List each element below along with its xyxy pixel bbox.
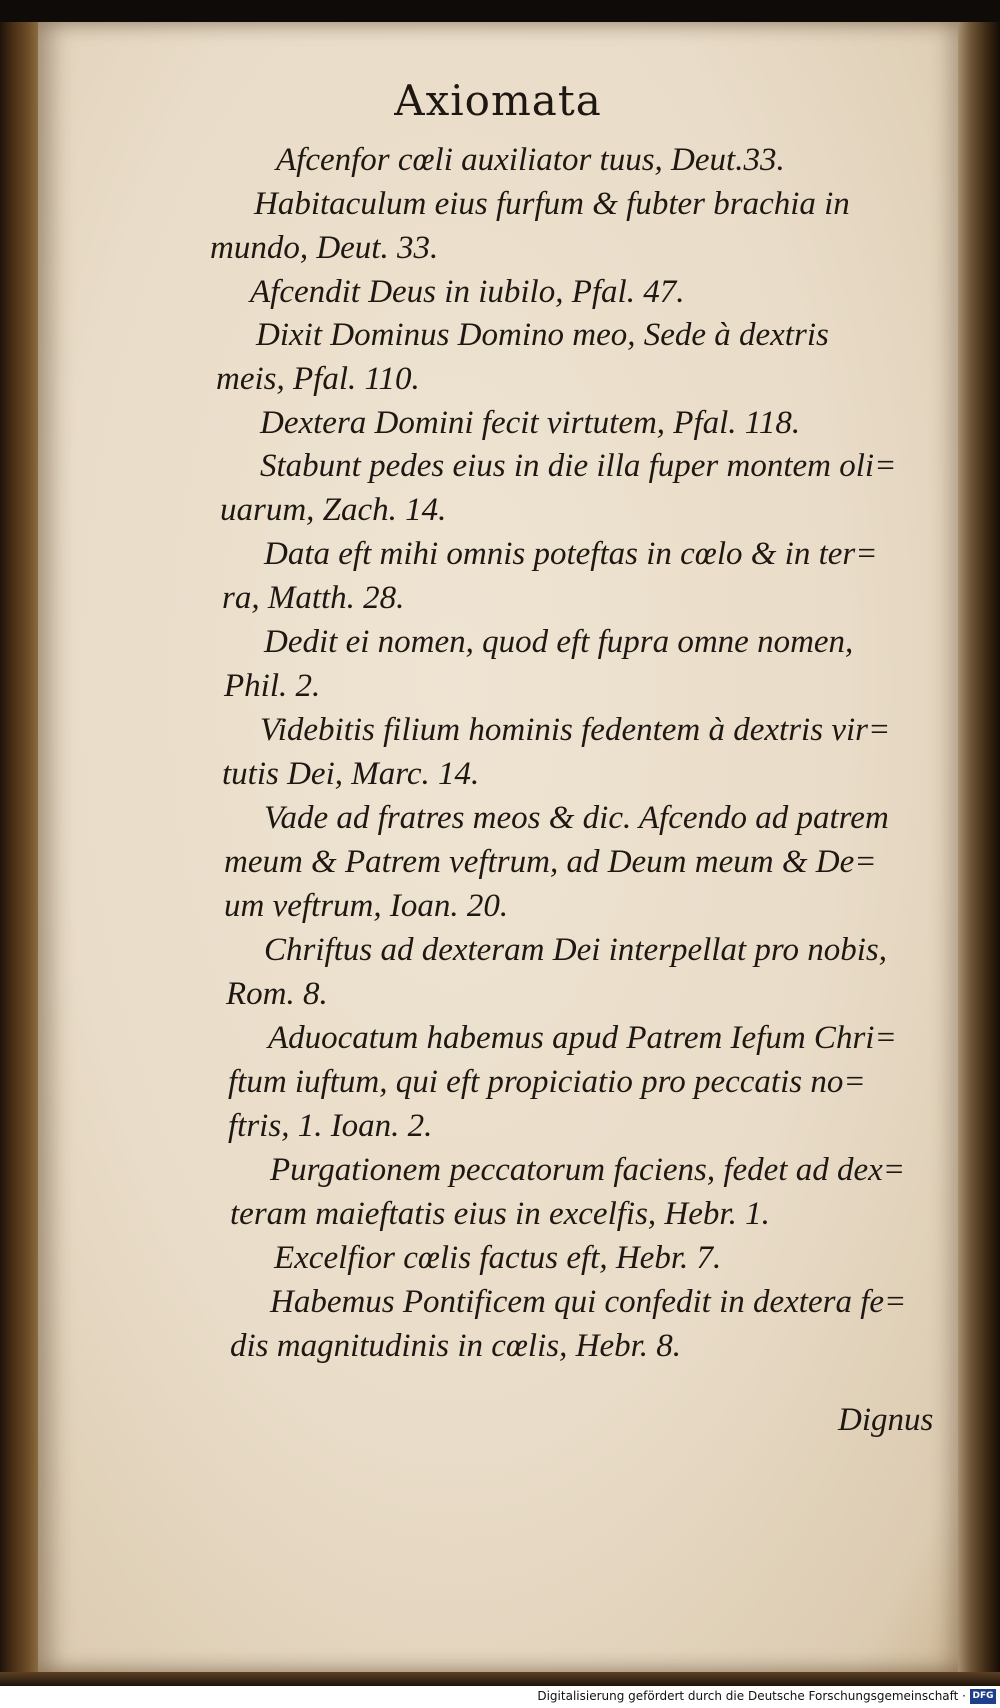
- text-line: Dixit Dominus Domino meo, Sede à dextris: [256, 317, 829, 353]
- text-line: Habemus Pontificem qui confedit in dextera fe=: [270, 1284, 907, 1320]
- text-line: Aduocatum habemus apud Patrem Iefum Chri=: [268, 1020, 897, 1056]
- text-line: tutis Dei, Marc. 14.: [222, 756, 480, 792]
- text-line: Chriftus ad dexteram Dei interpellat pro nobis,: [264, 932, 887, 968]
- book-fore-edge: [958, 22, 1000, 1672]
- book-page: [38, 22, 958, 1672]
- text-line: Excelfior cœlis factus eft, Hebr. 7.: [274, 1240, 722, 1276]
- text-line: mundo, Deut. 33.: [210, 230, 439, 266]
- text-line: Dextera Domini fecit virtutem, Pfal. 118.: [260, 405, 801, 441]
- text-line: dis magnitudinis in cœlis, Hebr. 8.: [230, 1328, 682, 1364]
- text-line: Vade ad fratres meos & dic. Afcendo ad patrem: [264, 800, 889, 836]
- text-line: Afcendit Deus in iubilo, Pfal. 47.: [250, 274, 685, 310]
- text-line: teram maieftatis eius in excelfis, Hebr. 1.: [230, 1196, 770, 1232]
- text-line: um veftrum, Ioan. 20.: [224, 888, 509, 924]
- text-line: Videbitis filium hominis fedentem à dextris vir=: [260, 712, 891, 748]
- book-spine-edge: [0, 22, 38, 1672]
- page-heading: Axiomata: [394, 76, 602, 125]
- text-line: ftris, 1. Ioan. 2.: [228, 1108, 433, 1144]
- catchword: Dignus: [838, 1402, 934, 1438]
- funding-notice: Digitalisierung gefördert durch die Deutsche Forschungsgemeinschaft ·: [537, 1689, 966, 1703]
- text-line: meum & Patrem veftrum, ad Deum meum & De=: [224, 844, 877, 880]
- text-line: Afcenfor cœli auxiliator tuus, Deut.33.: [276, 142, 785, 178]
- footer-bar: [0, 1686, 1000, 1708]
- top-border: [0, 0, 1000, 22]
- text-line: Habitaculum eius furfum & fubter brachia in: [254, 186, 850, 222]
- text-line: Stabunt pedes eius in die illa fuper montem oli=: [260, 448, 897, 484]
- text-line: Data eft mihi omnis poteftas in cœlo & in ter=: [264, 536, 878, 572]
- text-line: meis, Pfal. 110.: [216, 361, 420, 397]
- text-line: Phil. 2.: [224, 668, 321, 704]
- text-line: ftum iuftum, qui eft propiciatio pro peccatis no=: [228, 1064, 866, 1100]
- text-line: uarum, Zach. 14.: [220, 492, 447, 528]
- text-line: ra, Matth. 28.: [222, 580, 405, 616]
- text-line: Rom. 8.: [226, 976, 328, 1012]
- book-bottom-edge: [0, 1672, 1000, 1686]
- text-line: Purgationem peccatorum faciens, fedet ad dex=: [270, 1152, 906, 1188]
- dfg-logo: DFG: [970, 1689, 996, 1704]
- text-line: Dedit ei nomen, quod eft fupra omne nomen,: [264, 624, 854, 660]
